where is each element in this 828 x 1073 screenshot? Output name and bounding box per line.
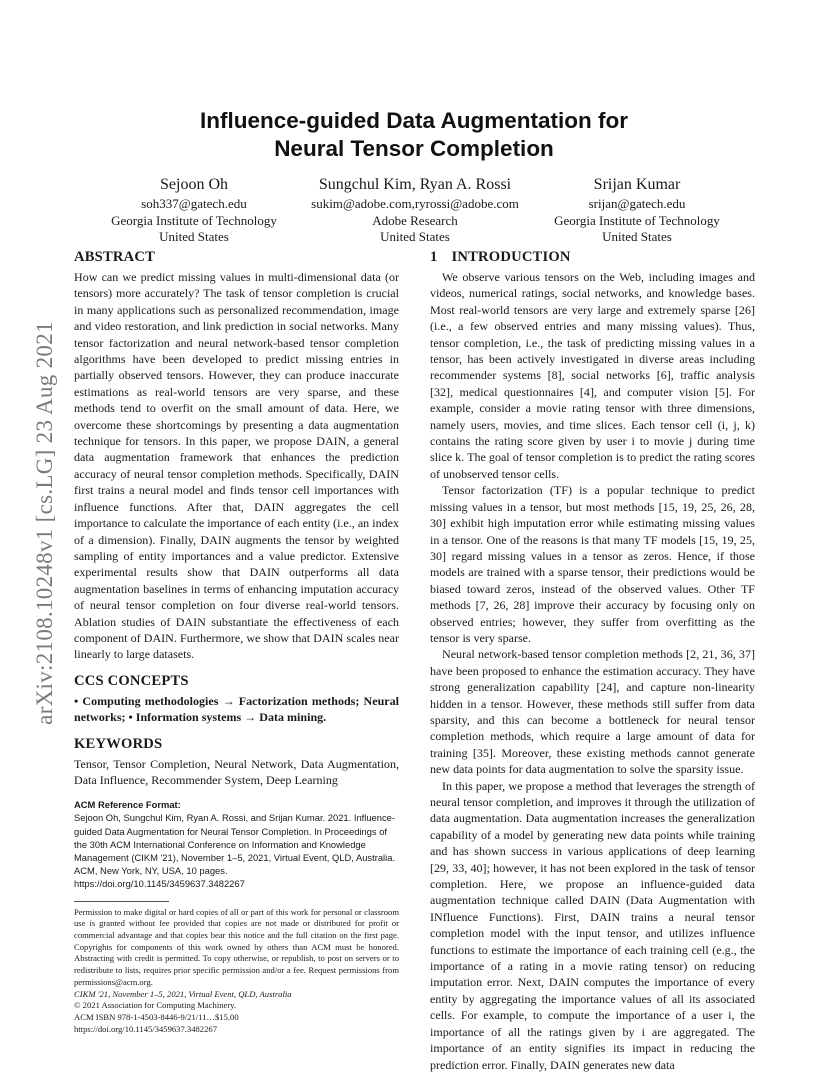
section-title: INTRODUCTION xyxy=(451,249,571,265)
footnote-rule xyxy=(74,901,169,902)
author-name: Srijan Kumar xyxy=(593,176,681,193)
author-affiliation: Georgia Institute of Technology xyxy=(554,212,720,228)
author-country: United States xyxy=(380,229,450,244)
permission-notice: Permission to make digital or hard copies of all or part of this work for personal or classroom use is granted without fee provided that copies are not made or distributed for profit or commercial advantage and that copies bear this notice and the full citation on the first page. Copyrights for components of this work owned by others than ACM must be honored. Abstracting with credit is permitted. To copy otherwise, or republish, to post on servers or to redistribute to lists, requires prior specific permission and/or a fee. Request permissions from permissions@acm.org. xyxy=(74,906,399,987)
intro-paragraph: In this paper, we propose a method that leverages the strength of neural tensor completion, and improves it through the utilization of data augmentation. Data augmentation increases the generalization capability of a model by generating new data points while training and has shown success in various applications of deep learning [29, 33, 40]; however, it has not been explored in the task of tensor completion. Here, we propose an influence-guided data augmentation technique called DAIN (Data Augmentation with INfluence Functions). First, DAIN trains a neural tensor completion model with the input tensor, and utilizes influence functions to estimate the importance of each training cell (e.g., the importance of a rating in a movie rating tensor) on reducing imputation error. Next, DAIN computes the importance of every entity by aggregating the importance values of all its associated cells. For example, to compute the importance of a user i, the importance of all the ratings given by i are aggregated. The importance of an entity signifies its impact in reducing the prediction error. Finally, DAIN generates new data xyxy=(430,778,755,1072)
author-country: United States xyxy=(159,229,229,244)
arxiv-id: arXiv:2108.10248v1 [cs.LG] 23 Aug 2021 xyxy=(32,320,58,725)
paper-title xyxy=(74,107,754,163)
keywords-text: Tensor, Tensor Completion, Neural Network, Data Augmentation, Data Influence, Recommender System, Deep Learning xyxy=(74,756,399,787)
ccs-text: • Computing methodologies → Factorization methods; Neural networks; • Information systems → Data mining. xyxy=(74,693,399,725)
doi-line[interactable]: https://doi.org/10.1145/3459637.3482267 xyxy=(74,1023,217,1034)
acm-reference-heading: ACM Reference Format: xyxy=(74,799,181,811)
acm-reference-text: Sejoon Oh, Sungchul Kim, Ryan A. Rossi, and Srijan Kumar. 2021. Influence-guided Data Augmentation for Neural Tensor Completion. In Proceedings of the 30th ACM International Conference on Information and Knowledge Management (CIKM '21), November 1–5, 2021, Virtual Event, QLD, Australia. ACM, New York, NY, USA, 10 pages. https://doi.org/10.1145/3459637.3482267 xyxy=(74,812,396,890)
arxiv-sidebar-stamp xyxy=(30,285,60,760)
author-country: United States xyxy=(602,229,672,244)
left-column xyxy=(74,248,399,1035)
author-block-3 xyxy=(537,175,737,246)
abstract-text: How can we predict missing values in multi-dimensional data (or tensors) more accurately? The task of tensor completion is crucial in many applications such as personalized recommendation, image and video restoration, and link prediction in social networks. Many tensor factorization and neural network-based tensor completion algorithms have been developed to predict missing entries in partially observed tensors. However, they can produce inaccurate estimations as real-world tensors are very sparse, and these methods tend to overfit on the small amount of data. Here, we overcome these shortcomings by presenting a data augmentation technique for tensors. In this paper, we propose DAIN, a general data augmentation framework that enhances the prediction accuracy of neural tensor completion methods. Specifically, DAIN first trains a neural model and finds tensor cell importances with influence functions. After that, DAIN aggregates the cell importance to calculate the importance of each entity (i.e., an index of a dimension). Finally, DAIN augments the tensor by weighted sampling of entity importances and a value predictor. Extensive experimental results show that DAIN outperforms all data augmentation baselines in terms of enhancing imputation accuracy of neural tensor completion on four diverse real-world tensors. Ablation studies of DAIN substantiate the effectiveness of each component of DAIN. Furthermore, we show that DAIN scales near linearly to large datasets. xyxy=(74,270,399,662)
intro-paragraph: Neural network-based tensor completion methods [2, 21, 36, 37] have been proposed to enhance the estimation accuracy. They have strong generalization capability [24], and capture non-linearity hidden in a tensor. However, these methods still suffer from data sparsity, and this can become a bottleneck for neural tensor completion methods, which require a large amount of data for training [35]. Moreover, these existing methods cannot generate new data points for data augmentation to solve the sparsity issue. xyxy=(430,647,755,777)
author-block-2 xyxy=(295,175,535,246)
introduction-heading xyxy=(430,248,755,266)
author-name: Sungchul Kim, Ryan A. Rossi xyxy=(318,176,512,193)
isbn-line: ACM ISBN 978-1-4503-8446-9/21/11…$15.00 xyxy=(74,1011,239,1022)
author-affiliation: Georgia Institute of Technology xyxy=(111,212,277,228)
author-email: sukim@adobe.com,ryrossi@adobe.com xyxy=(311,196,519,211)
author-block-1 xyxy=(94,175,294,246)
conference-line: CIKM '21, November 1–5, 2021, Virtual Event, QLD, Australia xyxy=(74,988,292,999)
keywords-heading: KEYWORDS xyxy=(74,735,163,752)
author-affiliation: Adobe Research xyxy=(372,212,458,228)
title-line-2: Neural Tensor Completion xyxy=(274,136,554,161)
section-number: 1 xyxy=(430,249,438,265)
abstract-heading: ABSTRACT xyxy=(74,249,156,265)
intro-paragraph: We observe various tensors on the Web, including images and videos, numerical ratings, social networks, and knowledge bases. Most real-world tensors are very large and extremely sparse [26] (i.e., a few observed entries and many missing values). Thus, tensor completion, i.e., the task of predicting missing values in a tensor, has been actively investigated in diverse areas including recommender systems [8], social networks [6], traffic analysis [32], medical questionnaires [4], and computer vision [5]. For example, consider a movie rating tensor with three dimensions, namely users, movies, and time slices. Each tensor cell (i, j, k) contains the rating score given by user i to movie j during time slice k. The goal of tensor completion is to predict the rating scores of unobserved tensor cells. xyxy=(430,270,755,481)
author-email: soh337@gatech.edu xyxy=(141,196,247,211)
copyright-line: © 2021 Association for Computing Machinery. xyxy=(74,1000,237,1011)
author-email: srijan@gatech.edu xyxy=(588,196,686,211)
title-line-1: Influence-guided Data Augmentation for xyxy=(200,108,628,133)
ccs-heading: CCS CONCEPTS xyxy=(74,672,189,689)
right-column xyxy=(430,248,755,1073)
author-name: Sejoon Oh xyxy=(160,176,228,193)
intro-paragraph: Tensor factorization (TF) is a popular technique to predict missing values in a tensor, but most methods [15, 19, 25, 26, 28, 30] exhibit high imputation error while estimating missing values in a tensor. One of the reasons is that many TF models [15, 19, 25, 30] regard missing values in a tensor as zeros. Hence, if those models are trained with a sparse tensor, their predictions would be biased toward zeros, instead of the observed values. Other TF methods [7, 26, 28] improve their accuracy by focusing only on observed entries; however, they suffer from overfitting as the tensor is very sparse. xyxy=(430,483,755,645)
